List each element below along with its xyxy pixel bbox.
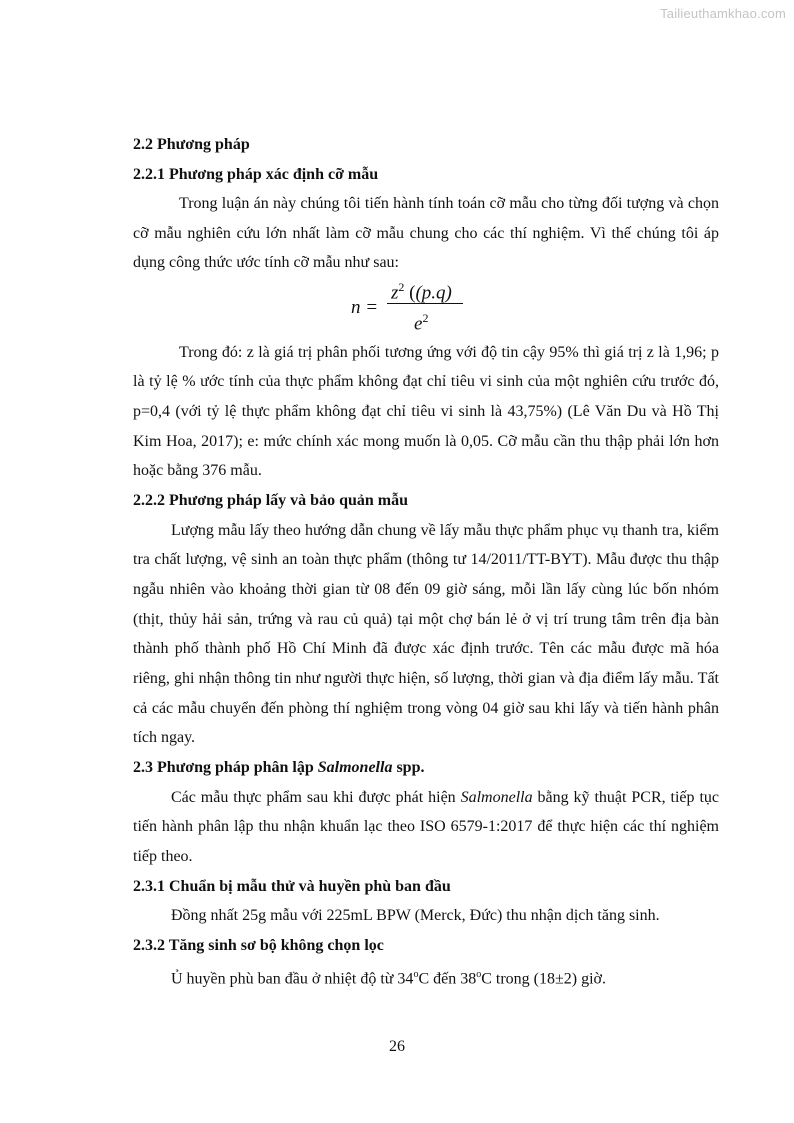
- paragraph-homogenization: Đồng nhất 25g mẫu với 225mL BPW (Merck, Đức) thu nhận dịch tăng sinh.: [171, 907, 660, 925]
- heading-2-3: 2.3 Phương pháp phân lập Salmonella spp.: [133, 759, 425, 777]
- document-body: [133, 130, 719, 994]
- heading-2-3-1: 2.3.1 Chuẩn bị mẫu thử và huyền phù ban đầu: [133, 877, 451, 895]
- paragraph-pre-enrichment: Ủ huyền phù ban đầu ở nhiệt độ từ 34$^o$C đến 38$^o$C trong (18±2) giờ.: [171, 969, 607, 988]
- formula-denominator: $e^2$: [414, 310, 429, 334]
- paragraph-formula-explanation: Trong đó: z là giá trị phân phối tương ứng với độ tin cậy 95% thì giá trị z là 1,96; p là tỷ lệ % ước tính của thực phẩm không đạt chỉ tiêu vi sinh của một nghiên cứu trước đó, p=0,4 (với tỷ lệ thực phẩm không đạt chỉ tiêu vi sinh là 43,75%) (Lê Văn Du và Hồ Thị Kim Hoa, 2017); e: mức chính xác mong muốn là 0,05. Cỡ mẫu cần thu thập phải lớn hơn hoặc bằng 376 mẫu.: [133, 343, 719, 480]
- formula-numerator: $z^2$ ((p.q): [391, 279, 452, 303]
- paragraph-sampling-method: Lượng mẫu lấy theo hướng dẫn chung về lấy mẫu thực phẩm phục vụ thanh tra, kiểm tra chất lượng, vệ sinh an toàn thực phẩm (thông tư 14/2011/TT-BYT). Mẫu được thu thập ngẫu nhiên vào khoảng thời gian từ 08 đến 09 giờ sáng, mỗi lần lấy cùng lúc bốn nhóm (thịt, thủy hải sản, trứng và rau củ quả) tại một chợ bán lẻ ở vị trí trung tâm trên địa bàn thành phố thành phố Hồ Chí Minh đã được xác định trước. Tên các mẫu được mã hóa riêng, ghi nhận thông tin như người thực hiện, số lượng, thời gian và địa điểm lấy mẫu. Tất cả các mẫu chuyển đến phòng thí nghiệm trong vòng 04 giờ sau khi lấy và tiến hành phân tích ngay.: [133, 521, 719, 747]
- sample-size-formula: [133, 276, 719, 338]
- watermark: Tailieuthamkhao.com: [660, 6, 786, 21]
- paragraph-isolation-method: Các mẫu thực phẩm sau khi được phát hiện Salmonella bằng kỹ thuật PCR, tiếp tục tiến hành phân lập thu nhận khuẩn lạc theo ISO 6579-1:2017 để thực hiện các thí nghiệm tiếp theo.: [133, 788, 719, 866]
- heading-2-2: 2.2 Phương pháp: [133, 136, 250, 153]
- heading-2-2-2: 2.2.2 Phương pháp lấy và bảo quản mẫu: [133, 492, 408, 510]
- paragraph-sample-size-intro: Trong luận án này chúng tôi tiến hành tính toán cỡ mẫu cho từng đối tượng và chọn cỡ mẫu nghiên cứu lớn nhất làm cỡ mẫu chung cho các thí nghiệm. Vì thế chúng tôi áp dụng công thức ước tính cỡ mẫu như sau:: [133, 195, 719, 271]
- formula-lhs: n =: [351, 296, 379, 318]
- heading-2-3-2: 2.3.2 Tăng sinh sơ bộ không chọn lọc: [133, 936, 384, 954]
- page-number: 26: [389, 1038, 405, 1055]
- heading-2-2-1: 2.2.1 Phương pháp xác định cỡ mẫu: [133, 165, 379, 183]
